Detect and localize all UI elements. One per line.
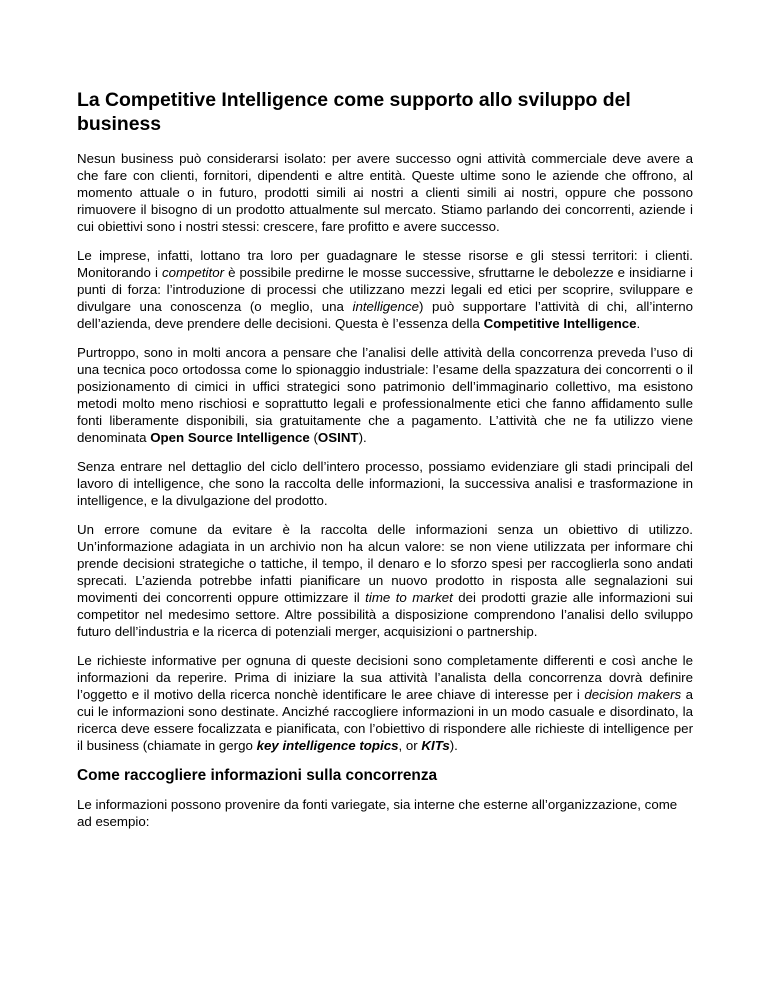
- text-span: ).: [449, 738, 458, 753]
- text-span: , or: [398, 738, 422, 753]
- emphasis-competitor: competitor: [161, 265, 225, 280]
- strong-osint: OSINT: [317, 430, 359, 445]
- text-span: (: [309, 430, 318, 445]
- paragraph-osint: [77, 344, 693, 446]
- paragraph-sources: Le informazioni possono provenire da fonti variegate, sia interne che esterne all’organizzazione, come ad esempio:: [77, 797, 678, 829]
- paragraph-intro: Nesun business può considerarsi isolato: per avere successo ogni attività commerciale deve avere a che fare con clienti, fornitori, dipendenti e altre entità. Queste ultime sono le aziende che offrono, al momento attuale o in futuro, prodotti simili ai nostri a clienti simili ai nostri, oppure che possono rimuovere il bisogno di un prodotto attualmente sul mercato. Stiamo parlando dei concorrenti, aziende i cui obiettivi sono i nostri stessi: crescere, fare profitto e avere successo.: [77, 151, 693, 234]
- emphasis-intelligence: intelligence: [352, 299, 420, 314]
- text-span: a cui le informazioni sono destinate. Ancizhé raccogliere informazioni in un modo casuale e disordinato, la ricerca deve essere focalizzata e pianificata, con l’obiettivo di rispondere alle richieste di intelligence per il business (chiamate in gergo: [77, 687, 694, 753]
- strong-key-intelligence-topics: [257, 738, 399, 753]
- paragraph-competitors: [77, 247, 693, 332]
- paragraph-common-error: [77, 521, 693, 640]
- strong-open-source-intelligence: Open Source Intelligence: [150, 430, 310, 445]
- text-span: .: [636, 316, 641, 331]
- text-span: Le imprese, infatti, lottano tra loro per guadagnare le stesse risorse e gli stessi territori: i clienti. Monitorando i: [77, 248, 693, 280]
- emphasis-time-to-market: time to market: [365, 590, 453, 605]
- text-span: Un errore comune da evitare è la raccolta delle informazioni senza un obiettivo di utilizzo. Un’informazione adagiata in un archivio non ha alcun valore: se non viene utilizzata per informare chi prende decisioni strategiche o tattiche, il tempo, il denaro e lo sforzo spesi per raccoglierla sono andati sprecati. L’azienda potrebbe infatti pianificare un nuovo prodotto in risposta alle segnalazioni sui movimenti dei concorrenti oppure ottimizzare il: [77, 522, 693, 605]
- text-span: Le richieste informative per ognuna di queste decisioni sono completamente differenti e così anche le informazioni da reperire. Prima di iniziare la sua attività l’analista della concorrenza dovrà definire l’oggetto e il motivo della ricerca nonchè identificare le aree chiave di interesse per i: [77, 653, 693, 702]
- emphasis-kits: KITs: [421, 738, 450, 753]
- strong-kits: [421, 738, 449, 753]
- strong-competitive-intelligence: Competitive Intelligence: [483, 316, 637, 331]
- emphasis-key-intelligence-topics: key intelligence topics: [256, 738, 399, 753]
- text-span: ).: [358, 430, 367, 445]
- text-span: ) può supportare l’attività di chi, all’interno dell’azienda, deve prendere delle decisioni. Questa è l’essenza della: [77, 299, 693, 331]
- text-span: dei prodotti grazie alle informazioni sui competitor nel medesimo settore. Altre possibilità a disposizione comprendono l’analisi dello sviluppo futuro dell’industria e la ricerca di potenziali merger, acquisizioni o partnership.: [77, 590, 693, 639]
- text-span: è possibile predirne le mosse successive, sfruttarne le debolezze e insidiarne i punti di forza: l’introduzione di processi che utilizzano mezzi legali ed etici per scoprire, sviluppare e divulgare una conoscenza (o meglio, una: [77, 265, 693, 314]
- paragraph-requirements: [77, 652, 693, 754]
- text-span: Purtroppo, sono in molti ancora a pensare che l’analisi delle attività della concorrenza preveda l’uso di una tecnica poco ortodossa come lo spionaggio industriale: l’esame della spazzatura dei concorrenti o il posizionamento di cimici in uffici strategici sono patrimonio dell’immaginario collettivo, ma esistono metodi molto meno rischiosi e soprattutto legali e professionalmente etici che fanno affidamento sulle fonti liberamente disponibili, sia gratuitamente che a pagamento. L’attività che ne fa utilizzo viene denominata: [77, 345, 693, 445]
- emphasis-decision-makers: decision makers: [584, 687, 682, 702]
- section-heading: Come raccogliere informazioni sulla concorrenza: [77, 767, 438, 784]
- paragraph-process: Senza entrare nel dettaglio del ciclo dell’intero processo, possiamo evidenziare gli stadi principali del lavoro di intelligence, che sono la raccolta delle informazioni, la successiva analisi e trasformazione in intelligence, e la divulgazione del prodotto.: [77, 459, 693, 508]
- document-title: La Competitive Intelligence come supporto allo sviluppo del business: [77, 89, 631, 135]
